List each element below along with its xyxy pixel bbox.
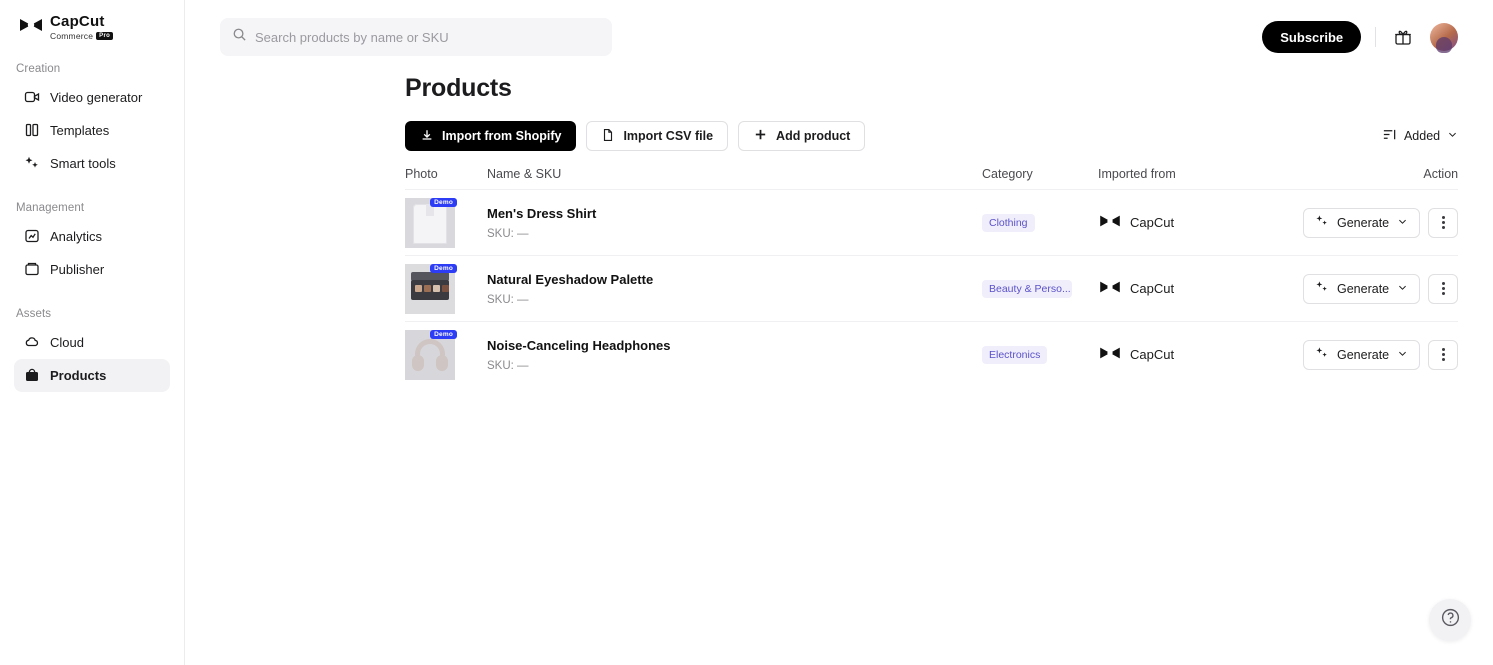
generate-label: Generate <box>1337 215 1390 230</box>
add-product-button[interactable] <box>738 121 865 151</box>
topbar <box>185 0 1493 62</box>
header-imported-from: Imported from <box>1098 167 1176 181</box>
demo-badge: Demo <box>430 264 457 273</box>
sparkle-icon <box>1315 346 1329 363</box>
category-chip: Beauty & Perso... <box>982 280 1072 298</box>
products-table <box>185 167 1493 387</box>
product-sku: SKU: — <box>487 293 529 306</box>
row-imported-from <box>1098 213 1303 232</box>
sidebar-item-label: Video generator <box>50 89 143 105</box>
row-photo <box>405 264 487 314</box>
imported-from-label: CapCut <box>1130 281 1175 296</box>
demo-badge: Demo <box>430 198 457 207</box>
row-more-menu-button[interactable] <box>1428 340 1458 370</box>
sidebar-item-smart-tools[interactable] <box>14 147 170 180</box>
row-name-sku <box>487 272 982 306</box>
sidebar-item-templates[interactable] <box>14 114 170 147</box>
imported-from-label: CapCut <box>1130 347 1175 362</box>
search-input[interactable] <box>255 30 600 45</box>
sidebar-item-cloud[interactable] <box>14 326 170 359</box>
generate-button[interactable] <box>1303 274 1420 304</box>
analytics-icon <box>24 228 40 244</box>
row-actions <box>1303 208 1458 238</box>
product-name: Natural Eyeshadow Palette <box>487 271 654 287</box>
sidebar-item-publisher[interactable] <box>14 253 170 286</box>
brand-name: CapCut <box>50 13 105 30</box>
chevron-down-icon <box>1447 129 1458 143</box>
button-label: Import from Shopify <box>442 129 562 143</box>
row-name-sku <box>487 206 982 240</box>
pro-badge: Pro <box>96 32 113 40</box>
generate-label: Generate <box>1337 281 1390 296</box>
table-row[interactable] <box>405 189 1458 255</box>
sparkle-icon <box>1315 214 1329 231</box>
row-more-menu-button[interactable] <box>1428 208 1458 238</box>
header-action: Action <box>1423 167 1459 181</box>
page-title: Products <box>405 74 512 102</box>
row-category <box>982 279 1098 298</box>
sidebar-item-analytics[interactable] <box>14 220 170 253</box>
table-row[interactable] <box>405 321 1458 387</box>
product-sku: SKU: — <box>487 227 529 240</box>
row-imported-from <box>1098 345 1303 364</box>
avatar[interactable] <box>1430 23 1458 51</box>
row-imported-from <box>1098 279 1303 298</box>
header-category: Category <box>982 167 1033 181</box>
product-name: Noise-Canceling Headphones <box>487 337 671 353</box>
row-more-menu-button[interactable] <box>1428 274 1458 304</box>
import-csv-button[interactable] <box>586 121 728 151</box>
category-chip: Clothing <box>982 214 1035 232</box>
download-icon <box>420 128 434 145</box>
sort-icon <box>1382 127 1397 145</box>
capcut-logo-icon <box>1098 345 1122 364</box>
sidebar-section-creation: Creation <box>16 62 61 75</box>
sidebar-item-label: Cloud <box>50 334 84 350</box>
help-question-icon <box>1440 607 1461 633</box>
products-icon <box>24 367 40 383</box>
product-sku: SKU: — <box>487 359 529 372</box>
cloud-icon <box>24 334 40 350</box>
sidebar-item-label: Products <box>50 367 107 383</box>
smart-tools-icon <box>24 155 40 171</box>
subscribe-button[interactable]: Subscribe <box>1262 21 1361 53</box>
row-actions <box>1303 274 1458 304</box>
sort-label: Added <box>1403 129 1441 143</box>
sidebar-item-products[interactable] <box>14 359 170 392</box>
demo-badge: Demo <box>430 330 457 339</box>
plus-icon <box>753 127 768 145</box>
sparkle-icon <box>1315 280 1329 297</box>
brand-sub: Commerce <box>50 31 94 41</box>
category-chip: Electronics <box>982 346 1047 364</box>
imported-from-label: CapCut <box>1130 215 1175 230</box>
templates-icon <box>24 122 40 138</box>
product-name: Men's Dress Shirt <box>487 205 597 221</box>
chevron-down-icon <box>1397 282 1408 296</box>
sidebar-item-video-generator[interactable] <box>14 81 170 114</box>
capcut-logo-icon <box>1098 279 1122 298</box>
row-category <box>982 213 1098 232</box>
table-header <box>405 167 1458 189</box>
row-actions <box>1303 340 1458 370</box>
search-icon <box>232 27 247 47</box>
topbar-actions <box>1262 21 1458 53</box>
row-photo <box>405 330 487 380</box>
generate-label: Generate <box>1337 347 1390 362</box>
row-photo <box>405 198 487 248</box>
video-generator-icon <box>24 89 40 105</box>
sidebar-item-label: Smart tools <box>50 155 116 171</box>
row-category <box>982 345 1098 364</box>
brand-logo[interactable] <box>0 0 184 41</box>
generate-button[interactable] <box>1303 208 1420 238</box>
header-photo: Photo <box>405 167 438 181</box>
divider <box>1375 27 1376 47</box>
table-row[interactable] <box>405 255 1458 321</box>
sort-dropdown[interactable] <box>1382 127 1458 145</box>
help-button[interactable] <box>1429 599 1471 641</box>
search-box[interactable] <box>220 18 612 56</box>
button-label: Import CSV file <box>623 129 714 143</box>
capcut-logo-icon <box>1098 213 1122 232</box>
sidebar <box>0 0 185 665</box>
button-label: Add product <box>776 129 851 143</box>
chevron-down-icon <box>1397 216 1408 230</box>
chevron-down-icon <box>1397 348 1408 362</box>
sidebar-section-assets: Assets <box>16 307 52 320</box>
file-icon <box>601 128 615 145</box>
header-name-sku: Name & SKU <box>487 167 562 181</box>
sidebar-item-label: Analytics <box>50 228 103 244</box>
publisher-icon <box>24 261 40 277</box>
generate-button[interactable] <box>1303 340 1420 370</box>
sidebar-item-label: Templates <box>50 122 110 138</box>
sidebar-item-label: Publisher <box>50 261 105 277</box>
toolbar <box>185 103 1493 151</box>
sidebar-section-management: Management <box>16 201 85 214</box>
gift-icon[interactable] <box>1390 24 1416 50</box>
main-content <box>185 0 1493 665</box>
row-name-sku <box>487 338 982 372</box>
capcut-logo-icon <box>18 16 44 39</box>
import-from-shopify-button[interactable] <box>405 121 576 151</box>
